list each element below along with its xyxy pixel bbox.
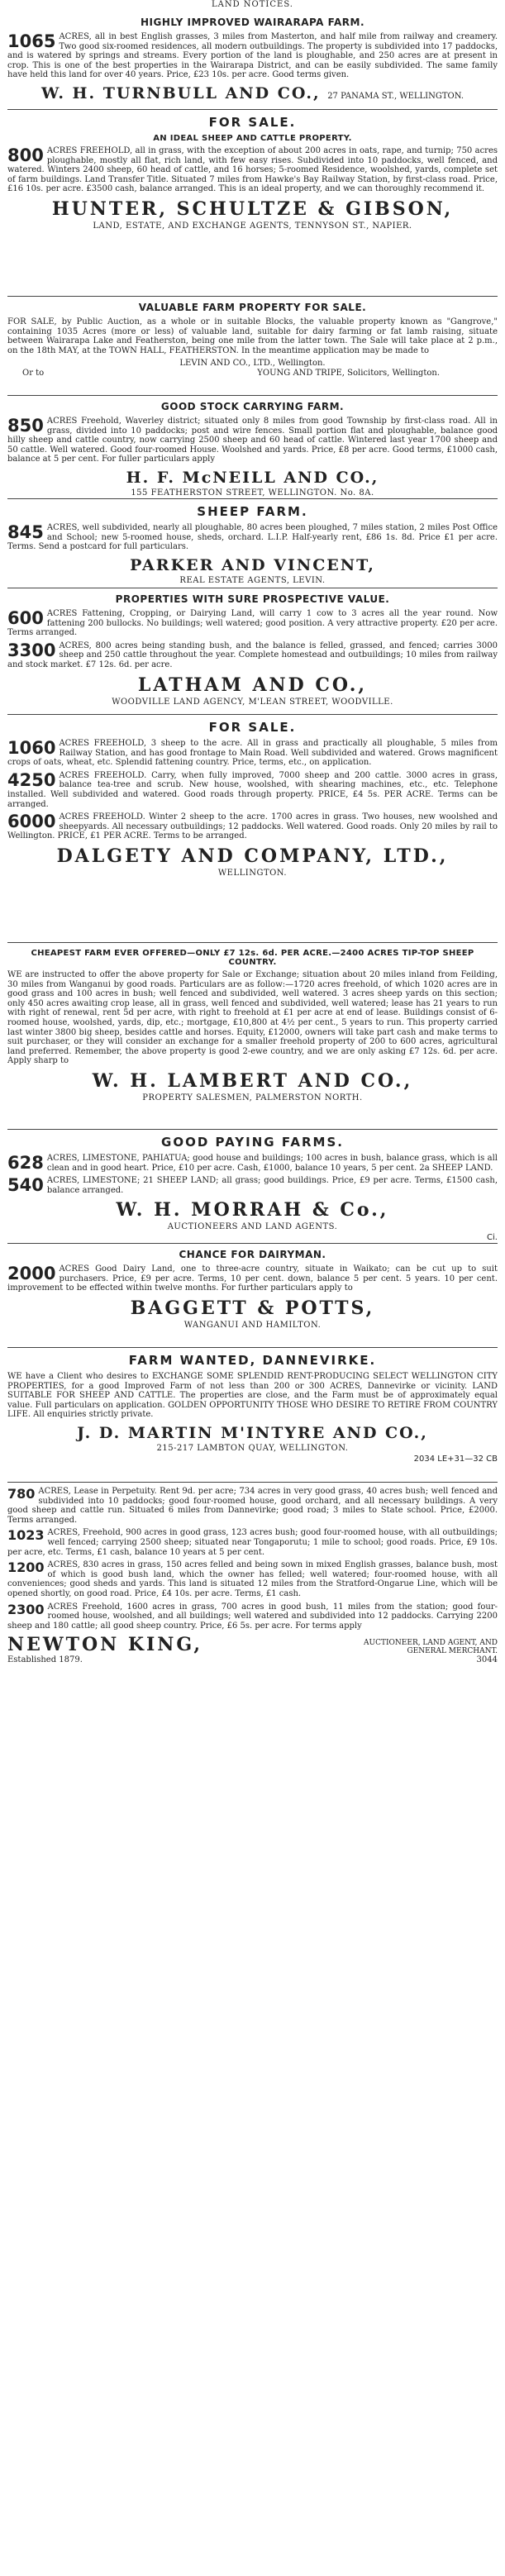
ad-reference: Ci.	[487, 1233, 498, 1243]
ad-body-3: ACRES FREEHOLD. Winter 2 sheep to the acre. 1700 acres in grass. Two houses, new woolshed and sheepyards. All necessary outbuildings; 12 paddocks. Well watered. Good roads. Only 20 miles by rail to Wellington. PRICE, £1 PER ACRE. Terms to be arranged.	[7, 812, 498, 841]
ad-heading: GOOD STOCK CARRYING FARM.	[160, 401, 345, 412]
ad-heading: CHANCE FOR DAIRYMAN.	[179, 1249, 326, 1260]
acreage-number: 1060	[7, 738, 56, 758]
acreage-number: 780	[7, 1486, 36, 1502]
acreage-number: 845	[7, 522, 44, 542]
ad-text-2	[7, 1528, 498, 1557]
ad-farm-wanted	[7, 1347, 498, 1482]
ad-text-3	[7, 1560, 498, 1598]
ad-sheep-farm	[7, 498, 498, 588]
ad-subheading: AN IDEAL SHEEP AND CATTLE PROPERTY.	[153, 134, 352, 143]
firm-name	[7, 84, 498, 102]
ad-heading: HIGHLY IMPROVED WAIRARAPA FARM.	[141, 17, 364, 28]
established-row	[7, 1655, 498, 1664]
firm-name: J. D. MARTIN M'INTYRE AND CO.,	[77, 1423, 428, 1442]
ad-heading: FOR SALE.	[208, 115, 297, 130]
firm-address: WOODVILLE LAND AGENCY, M'LEAN STREET, WOODVILLE.	[112, 697, 393, 707]
ad-text	[7, 523, 498, 552]
firm-address: REAL ESTATE AGENTS, LEVIN.	[179, 575, 326, 585]
ad-prospective-value	[7, 588, 498, 714]
acreage-number: 600	[7, 608, 44, 628]
acreage-number: 850	[7, 416, 44, 436]
acreage-number-2: 4250	[7, 769, 56, 790]
ad-wairarapa-farm	[7, 12, 498, 109]
ad-body: ACRES, all in best English grasses, 3 miles from Masterton, and half mile from railway and creamery. Two good six-roomed residences, all modern outbuildings. The property is subdivided into 17 paddocks, and is watered by springs and streams. Every portion of the land is ploughable, and 250 acres are at present in crop. This is one of the best properties in the Wairarapa District, and can be easily subdivided. The same family have held this land for over 40 years. Price, £23 10s. per acre. Good terms given.	[7, 32, 498, 80]
ad-heading: SHEEP FARM.	[197, 504, 308, 519]
ad-text-3	[7, 812, 498, 841]
or-to-label: Or to	[22, 369, 45, 379]
firm-name-text: W. H. TURNBULL AND CO.,	[40, 83, 321, 102]
firm-name: NEWTON KING,	[7, 1634, 203, 1656]
ad-valuable-farm-property	[7, 296, 498, 395]
agent-line-2	[7, 369, 498, 378]
ad-reference: 3044	[476, 1655, 498, 1665]
solicitors: YOUNG AND TRIPE, Solicitors, Wellington.	[257, 369, 440, 379]
ad-text	[7, 739, 498, 768]
ad-text: FOR SALE, by Public Auction, as a whole or in suitable Blocks, the valuable property known as "Gangrove," containing 1035 Acres (more or less) of valuable land, suitable for dairy farming or fat lamb raising, situate between Wairarapa Lake and Featherston, being one mile from the latter town. The Sale will take place at 2 p.m., on the 18th MAY, at the TOWN HALL, FEATHERSTON. In the meantime application may be made to	[7, 317, 498, 355]
agent-line: LEVIN AND CO., LTD., Wellington.	[179, 359, 326, 369]
ad-body: ACRES FREEHOLD, 3 sheep to the acre. All in grass and practically all ploughable, 5 miles from Railway Station, and has good frontage to Main Road. Well subdivided and watered. Grows magnificent crops of oats, wheat, etc. Splendid fattening country. Price, terms, etc., on application.	[7, 739, 498, 768]
ad-body: ACRES Good Dairy Land, one to three-acre country, situate in Waikato; can be cut up to suit purchasers. Price, £9 per acre. Terms, 10 per cent. down, balance 5 per cent. 5 years. 10 per cent. improvement to be effected within twelve months. For further particulars apply to	[7, 1264, 498, 1293]
ad-text: WE are instructed to offer the above property for Sale or Exchange; situation about 20 miles inland from Feilding, 30 miles from Wanganui by good roads. Particulars are as follow:—1720 acres freehold, of which 1020 acres are in good grass and 100 acres in bush; well fenced and subdivided, well watered. 3 acres sheep yards on this section; only 450 acres awaiting crop lease, all in grass, well fenced and subdivided, well watered; lease has 21 years to run with right of renewal, rent 5d per acre, with right to freehold at £1 per acre at end of lease. Buildings consist of 6-roomed house, woolshed, yards, dip, etc.; mortgage, £10,800 at 4½ per cent., 5 years to run. This property carried last winter 3800 big sheep, besides cattle and horses. Equity, £12000, owners will take part cash and make terms to suit purchaser, or they will consider an exchange for a smaller freehold property of 200 to 600 acres, agricultural land preferred. Remember, the above property is good 2-ewe country, and we are only asking £7 12s. 6d. per acre. Apply sharp to	[7, 970, 498, 1066]
ad-reference: 2034 LE+31—32 CB	[413, 1454, 498, 1464]
ad-text-2	[7, 641, 498, 670]
acreage-number: 800	[7, 145, 44, 165]
ad-text	[7, 32, 498, 80]
firm-address: WELLINGTON.	[217, 868, 288, 878]
acreage-number-2: 1023	[7, 1527, 45, 1544]
acreage-number-2: 540	[7, 1175, 44, 1196]
firm-name: HUNTER, SCHULTZE & GIBSON,	[51, 198, 454, 220]
ad-body: ACRES Freehold, Waverley district; situated only 8 miles from good Township by first-class road. All in grass, divided into 10 paddocks; post and wire fences. Small portion flat and ploughable, balance good hilly sheep and cattle country, now carrying 2500 sheep and 60 head of cattle. Wintered last year 1700 sheep and 50 cattle. Well watered. Good four-roomed House. Woolshed and yards. Price, £8 per acre. Good terms, £1000 cash, balance at 5 per cent. For fuller particulars apply	[7, 417, 498, 464]
ad-body-4: ACRES Freehold, 1600 acres in grass, 700 acres in good bush, 11 miles from the station; good four-roomed house, woolshed, and all buildings; well watered and subdivided into 12 paddocks. Carrying 2200 sheep and 180 cattle; all good sheep country. Price, £6 5s. per acre. For terms apply	[7, 1602, 498, 1631]
acreage-number: 628	[7, 1153, 44, 1173]
ad-stock-carrying-farm	[7, 395, 498, 498]
ad-newton-king	[7, 1482, 498, 1746]
acreage-number-3: 1200	[7, 1559, 45, 1576]
firm-address: 215-217 LAMBTON QUAY, WELLINGTON.	[156, 1443, 349, 1453]
ad-heading: CHEAPEST FARM EVER OFFERED—ONLY £7 12s. 6d. PER ACRE.—2400 ACRES TIP-TOP SHEEP COUNTRY.	[31, 949, 474, 967]
ad-heading: FARM WANTED, DANNEVIRKE.	[128, 1353, 377, 1368]
firm-name: H. F. McNEILL AND CO.,	[126, 468, 379, 487]
ad-text	[7, 1154, 498, 1173]
firm-address: 27 PANAMA ST., WELLINGTON.	[327, 91, 465, 101]
ad-body: ACRES FREEHOLD, all in grass, with the exception of about 200 acres in oats, rape, and turnip; 750 acres ploughable, mostly all flat, rich land, with few easy rises. Subdivided into 10 paddocks, well fenced, and watered. Winters 2400 sheep, 60 head of cattle, and 16 horses; 5-roomed Residence, woolshed, yards, complete set of farm buildings. Land Transfer Title. Situated 7 miles from Hawke's Bay Railway Station, by first-class road. Price, £16 10s. per acre. £3500 cash, balance arranged. This is an ideal property, and we can thoroughly recommend it.	[7, 146, 498, 194]
ad-heading: PROPERTIES WITH SURE PROSPECTIVE VALUE.	[115, 593, 390, 605]
ad-text	[7, 609, 498, 638]
firm-name: DALGETY AND COMPANY, LTD.,	[56, 845, 449, 867]
ad-text-2	[7, 1176, 498, 1195]
acreage-number-3: 6000	[7, 812, 56, 832]
firm-address: LAND, ESTATE, AND EXCHANGE AGENTS, TENNYSON ST., NAPIER.	[93, 221, 412, 231]
ad-good-paying-farms	[7, 1129, 498, 1243]
ad-body: ACRES, Lease in Perpetuity. Rent 9d. per acre; 734 acres in very good grass, 40 acres bush; well fenced and subdivided into 10 paddocks; good four-roomed house, good orchard, and all necessary buildings. A very good sheep and cattle run. Situated 6 miles from Dannevirke; good road; 3 miles to State school. Price, £2000. Terms arranged.	[7, 1487, 498, 1525]
ad-body: ACRES, well subdivided, nearly all ploughable, 80 acres been ploughed, 7 miles station, 2 miles Post Office and School; new 5-roomed house, sheds, orchard. L.I.P. Half-yearly rent, £86 1s. 8d. Price £1 per acre. Terms. Send a postcard for full particulars.	[7, 523, 498, 552]
established-date: Established 1879.	[7, 1655, 83, 1665]
acreage-number: 1065	[7, 31, 56, 51]
acreage-number-4: 2300	[7, 1601, 45, 1617]
firm-address: WANGANUI AND HAMILTON.	[183, 1320, 322, 1330]
ad-body-2: ACRES, 800 acres being standing bush, and the balance is felled, grassed, and fenced; carries 3000 sheep and 250 cattle throughout the year. Complete homestead and outbuildings; 10 miles from railway and stock market. £7 12s. 6d. per acre.	[7, 640, 498, 669]
firm-name: W. H. MORRAH & Co.,	[116, 1199, 389, 1221]
firm-name: PARKER AND VINCENT,	[130, 555, 375, 574]
ad-body-2: ACRES, Freehold, 900 acres in good grass, 123 acres bush; good four-roomed house, with all outbuildings; well fenced; carrying 2500 sheep; situated near Tongaporutu; 1 mile to school; good roads. Price, £9 10s. per acre, etc. Terms, £1 cash, balance 10 years at 5 per cent.	[7, 1528, 498, 1557]
ad-body-2: ACRES, LIMESTONE; 21 SHEEP LAND; all grass; good buildings. Price, £9 per acre. Terms, £1500 cash, balance arranged.	[46, 1176, 498, 1195]
ad-text	[7, 1264, 498, 1293]
firm-name: BAGGETT & POTTS,	[130, 1297, 375, 1319]
ad-body-3: ACRES, 830 acres in grass, 150 acres felled and being sown in mixed English grasses, balance bush, most of which is good bush land, which the owner has felled; well watered; four-roomed house, with all conveniences; good sheds and yards. This land is situated 12 miles from the Stratford-Ongarue Line, which will be opened shortly, on good road. Price, £4 10s. per acre. Terms, £1 cash.	[7, 1560, 498, 1598]
ad-heading: FOR SALE.	[208, 720, 297, 735]
ad-body: ACRES Fattening, Cropping, or Dairying Land, will carry 1 cow to 3 acres all the year round. Now fattening 200 bullocks. No buildings; well watered; good position. A very attractive property. £20 per acre. Terms arranged.	[7, 609, 498, 638]
firm-address: 155 FEATHERSTON STREET, WELLINGTON. No. 8A.	[131, 488, 374, 498]
acreage-number-2: 3300	[7, 640, 56, 660]
ad-cheapest-farm	[7, 942, 498, 1129]
firm-name: W. H. LAMBERT AND CO.,	[92, 1069, 413, 1092]
ad-text	[7, 146, 498, 194]
ad-text: WE have a Client who desires to EXCHANGE SOME SPLENDID RENT-PRODUCING SELECT WELLINGTON CITY PROPERTIES, for a good Improved Farm of not less than 200 or 300 ACRES, Dannevirke or vicinity. LAND SUITABLE FOR SHEEP AND CATTLE. The properties are close, and the Farm must be of approximately equal value. Full particulars on application. GOLDEN OPPORTUNITY THOSE WHO DESIRE TO RETIRE FROM COUNTRY LIFE. All enquiries strictly private.	[7, 1372, 498, 1420]
ad-body: ACRES, LIMESTONE, PAHIATUA; good house and buildings; 100 acres in bush, balance grass, which is all clean and in good heart. Price, £10 per acre. Cash, £1000, balance 10 years, 5 per cent. 2a SHEEP LAND.	[46, 1154, 498, 1173]
ad-text-4	[7, 1602, 498, 1631]
ad-heading: GOOD PAYING FARMS.	[161, 1135, 344, 1150]
ad-text-2	[7, 771, 498, 809]
ad-body-2: ACRES FREEHOLD. Carry, when fully improved, 7000 sheep and 200 cattle. 3000 acres in grass, balance tea-tree and scrub. New house, woolshed, with shearing machines, etc., etc. Telephone installed. Well subdivided and watered. Good roads through property. PRICE, £4 5s. PER ACRE. Terms can be arranged.	[7, 770, 498, 809]
ad-heading: VALUABLE FARM PROPERTY FOR SALE.	[138, 302, 367, 313]
ad-text	[7, 1487, 498, 1525]
firm-description: AUCTIONEER, LAND AGENT, AND GENERAL MERCHANT.	[364, 1639, 498, 1656]
ad-text	[7, 417, 498, 464]
firm-address: AUCTIONEERS AND LAND AGENTS.	[167, 1222, 338, 1232]
ad-sheep-cattle-property	[7, 109, 498, 296]
firm-address: PROPERTY SALESMEN, PALMERSTON NORTH.	[142, 1093, 363, 1102]
firm-name: LATHAM AND CO.,	[137, 674, 368, 696]
ad-chance-for-dairyman	[7, 1243, 498, 1347]
acreage-number: 2000	[7, 1264, 56, 1283]
ad-dalgety-for-sale	[7, 714, 498, 942]
page-header: LAND NOTICES.	[211, 0, 293, 9]
firm-row	[7, 1634, 498, 1655]
